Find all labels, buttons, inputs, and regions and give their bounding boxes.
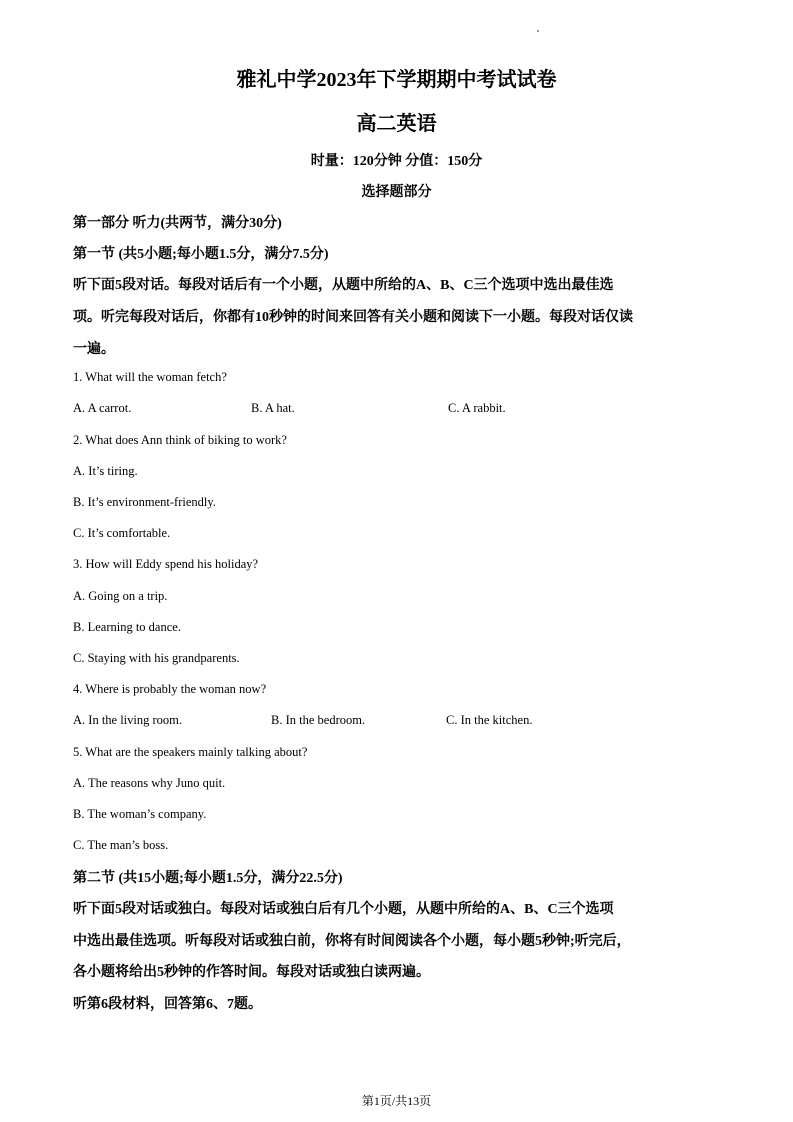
question-3-stem: 3. How will Eddy spend his holiday? xyxy=(73,557,259,571)
section-label: 选择题部分 xyxy=(361,185,432,200)
part2-instruction-line-3: 各小题将给出5秒钟的作答时间。每段对话或独白读两遍。 xyxy=(73,965,430,980)
question-5-stem: 5. What are the speakers mainly talking about? xyxy=(73,745,308,759)
exam-subtitle: 高二英语 xyxy=(356,113,437,135)
question-3-option-c: C. Staying with his grandparents. xyxy=(73,651,240,665)
part1-instruction-line-1: 听下面5段对话。每段对话后有一个小题，从题中所给的A、B、C三个选项中选出最佳选 xyxy=(73,278,614,293)
question-5-option-c: C. The man’s boss. xyxy=(73,838,169,852)
question-5-option-a: A. The reasons why Juno quit. xyxy=(73,776,226,790)
question-4-option-a: A. In the living room. xyxy=(73,713,183,727)
part1-instruction-line-2: 项。听完每段对话后，你都有10秒钟的时间来回答有关小题和阅读下一小题。每段对话仅读 xyxy=(73,310,633,325)
page-footer: 第1页/共13页 xyxy=(361,1094,432,1108)
part1-instruction-line-3: 一遍。 xyxy=(73,342,115,357)
material-6-heading: 听第6段材料，回答第6、7题。 xyxy=(73,997,262,1012)
section2-heading: 第二节 (共15小题;每小题1.5分，满分22.5分) xyxy=(73,871,343,886)
question-1-option-c: C. A rabbit. xyxy=(448,401,506,415)
question-1-option-b: B. A hat. xyxy=(251,401,295,415)
exam-title: 雅礼中学2023年下学期期中考试试卷 xyxy=(236,69,557,91)
question-4-option-c: C. In the kitchen. xyxy=(446,713,533,727)
question-4-stem: 4. Where is probably the woman now? xyxy=(73,682,267,696)
question-3-option-a: A. Going on a trip. xyxy=(73,589,168,603)
part1-heading: 第一部分 听力(共两节，满分30分) xyxy=(73,216,282,231)
question-2-option-b: B. It’s environment-friendly. xyxy=(73,495,216,509)
part2-instruction-line-2: 中选出最佳选项。听每段对话或独白前，你将有时间阅读各个小题，每小题5秒钟;听完后， xyxy=(73,934,631,949)
scan-dot xyxy=(537,30,539,32)
question-1-option-a: A. A carrot. xyxy=(73,401,132,415)
question-2-stem: 2. What does Ann think of biking to work? xyxy=(73,433,287,447)
question-5-option-b: B. The woman’s company. xyxy=(73,807,207,821)
part2-instruction-line-1: 听下面5段对话或独白。每段对话或独白后有几个小题，从题中所给的A、B、C三个选项 xyxy=(73,902,614,917)
question-3-option-b: B. Learning to dance. xyxy=(73,620,181,634)
exam-meta: 时量：120分钟 分值：150分 xyxy=(310,154,483,169)
question-1-stem: 1. What will the woman fetch? xyxy=(73,370,227,384)
section1-heading: 第一节 (共5小题;每小题1.5分，满分7.5分) xyxy=(73,247,329,262)
question-2-option-a: A. It’s tiring. xyxy=(73,464,138,478)
question-2-option-c: C. It’s comfortable. xyxy=(73,526,171,540)
question-4-option-b: B. In the bedroom. xyxy=(271,713,366,727)
